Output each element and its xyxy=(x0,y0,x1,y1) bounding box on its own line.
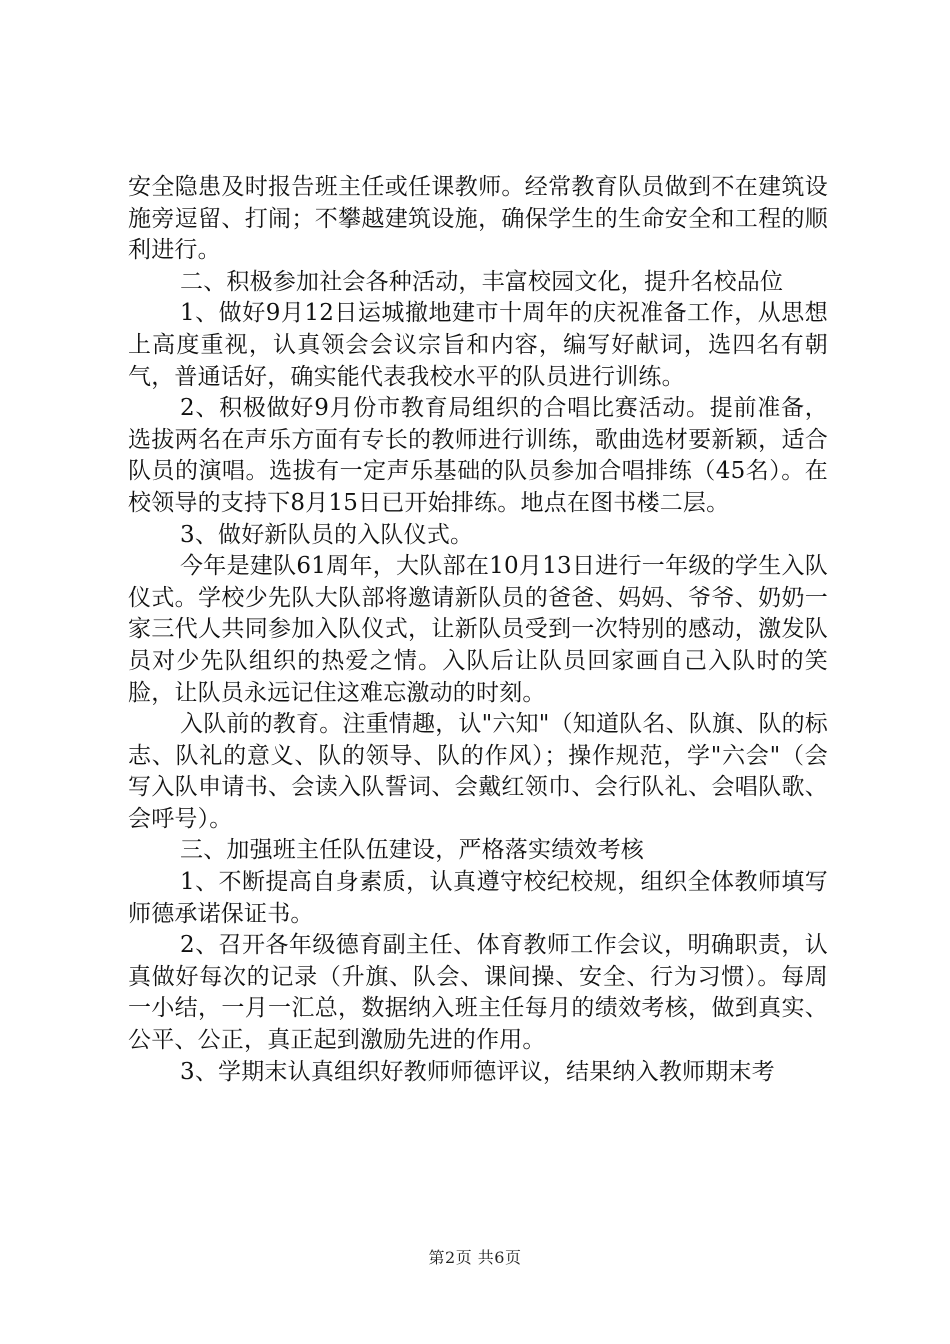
paragraph: 1、做好9月12日运城撤地建市十周年的庆祝准备工作，从思想上高度重视，认真领会会议宗旨和内容，编写好献词，选四名有朝气，普通话好，确实能代表我校水平的队员进行训练。 xyxy=(128,300,828,390)
paragraph: 3、做好新队员的入队仪式。 xyxy=(180,521,474,548)
paragraph: 今年是建队61周年，大队部在10月13日进行一年级的学生入队仪式。学校少先队大队部将邀请新队员的爸爸、妈妈、爷爷、奶奶一家三代人共同参加入队仪式，让新队员受到一次特别的感动，激发队员对少先队组织的热爱之情。入队后让队员回家画自己入队时的笑脸，让队员永远记住这难忘激动的时刻。 xyxy=(128,553,828,706)
paragraph: 安全隐患及时报告班主任或任课教师。经常教育队员做到不在建筑设施旁逗留、打闹；不攀越建筑设施，确保学生的生命安全和工程的顺利进行。 xyxy=(128,174,828,264)
section-heading: 二、积极参加社会各种活动，丰富校园文化，提升名校品位 xyxy=(180,268,784,295)
paragraph: 入队前的教育。注重情趣，认"六知"（知道队名、队旗、队的标志、队礼的意义、队的领导、队的作风）；操作规范，学"六会"（会写入队申请书、会读入队誓词、会戴红领巾、会行队礼、会唱队歌、会呼号）。 xyxy=(128,711,828,832)
paragraph: 1、不断提高自身素质，认真遵守校纪校规，组织全体教师填写师德承诺保证书。 xyxy=(128,869,828,927)
paragraph: 2、积极做好9月份市教育局组织的合唱比赛活动。提前准备，选拔两名在声乐方面有专长的教师进行训练，歌曲选材要新颖，适合队员的演唱。选拔有一定声乐基础的队员参加合唱排练（45名）。在校领导的支持下8月15日已开始排练。地点在图书楼二层。 xyxy=(128,395,828,516)
page-number-footer: 第2页 共6页 xyxy=(428,1248,522,1267)
paragraph: 3、学期末认真组织好教师师德评议，结果纳入教师期末考 xyxy=(180,1058,775,1085)
document-body xyxy=(128,172,828,1088)
paragraph: 2、召开各年级德育副主任、体育教师工作会议，明确职责，认真做好每次的记录（升旗、队会、课间操、安全、行为习惯）。每周一小结，一月一汇总，数据纳入班主任每月的绩效考核，做到真实、公平、公正，真正起到激励先进的作用。 xyxy=(128,932,828,1054)
section-heading: 三、加强班主任队伍建设，严格落实绩效考核 xyxy=(180,837,644,864)
